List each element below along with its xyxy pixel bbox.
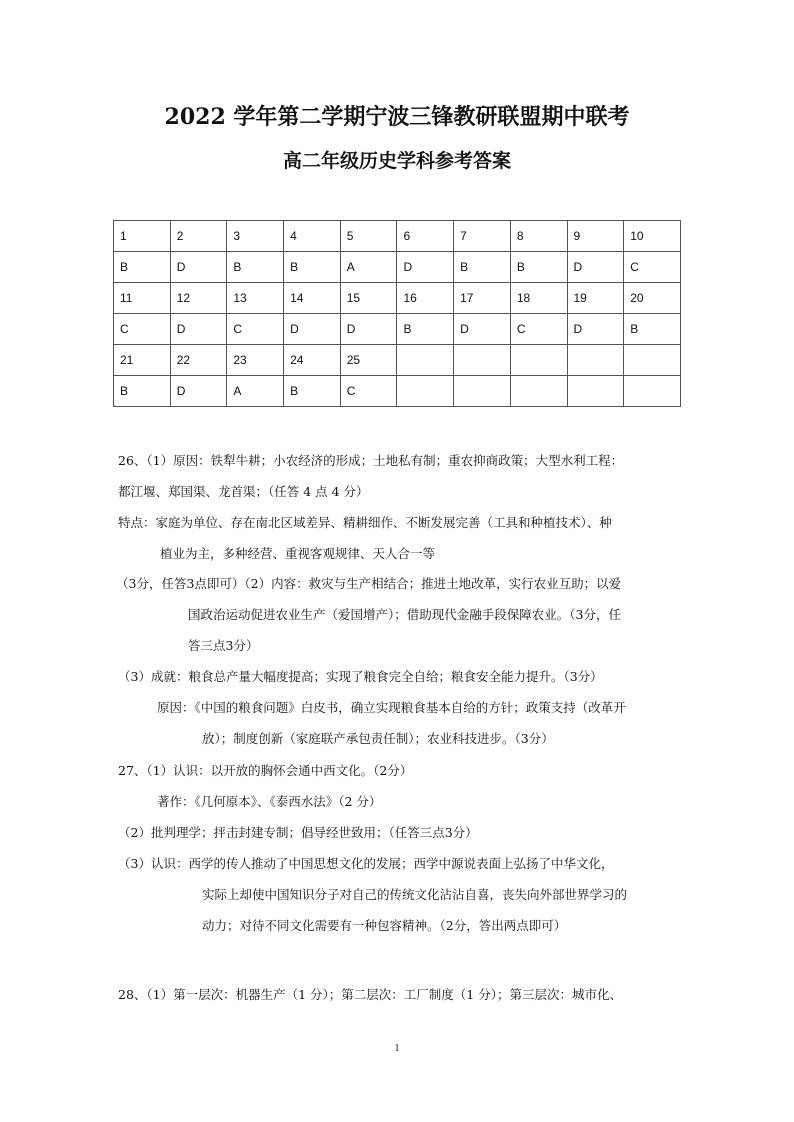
table-cell: C [624, 252, 681, 283]
table-cell: D [397, 252, 454, 283]
table-cell: 1 [114, 221, 171, 252]
table-row [114, 221, 681, 252]
table-cell: D [284, 314, 341, 345]
table-cell [454, 376, 511, 407]
table-cell: D [567, 314, 624, 345]
q27-line: 著作：《几何原本》、《泰西水法》（2 分） [157, 794, 382, 809]
table-cell: 21 [114, 345, 171, 376]
q26-line: 放）；制度创新（家庭联产承包责任制）；农业科技进步。（3分） [202, 731, 554, 746]
table-cell: 6 [397, 221, 454, 252]
table-cell: B [284, 376, 341, 407]
table-cell: 24 [284, 345, 341, 376]
q26-line: 国政治运动促进农业生产（爱国增产）；借助现代金融手段保障农业。（3分，任 [188, 607, 621, 622]
table-cell [624, 345, 681, 376]
table-cell: 3 [227, 221, 284, 252]
table-cell: A [227, 376, 284, 407]
table-cell: D [340, 314, 397, 345]
table-cell: C [340, 376, 397, 407]
table-cell: B [114, 252, 171, 283]
table-cell: 15 [340, 283, 397, 314]
table-cell: C [510, 314, 567, 345]
document-subtitle: 高二年级历史学科参考答案 [282, 150, 511, 172]
table-cell: 9 [567, 221, 624, 252]
table-cell [397, 345, 454, 376]
q26-line: 都江堰、郑国渠、龙首渠；（任答 4 点 4 分） [118, 484, 369, 499]
table-row [114, 314, 681, 345]
table-row [114, 345, 681, 376]
q27-line: （2）批判理学；抨击封建专制；倡导经世致用；（任答三点3分） [118, 825, 478, 840]
table-cell: 14 [284, 283, 341, 314]
table-cell: B [114, 376, 171, 407]
table-cell: 8 [510, 221, 567, 252]
table-cell: 4 [284, 221, 341, 252]
table-cell [454, 345, 511, 376]
q26-line: 特点：家庭为单位、存在南北区域差异、精耕细作、不断发展完善（工具和种植技术）、种 [118, 515, 612, 530]
table-cell: 16 [397, 283, 454, 314]
table-cell: 11 [114, 283, 171, 314]
table-cell: B [227, 252, 284, 283]
q28-line: 28、（1）第一层次：机器生产（1 分）；第二层次：工厂制度（1 分）；第三层次：城市化、 [118, 987, 622, 1002]
table-cell: A [340, 252, 397, 283]
table-cell: 13 [227, 283, 284, 314]
q27-line: 动力；对待不同文化需要有一种包容精神。（2分，答出两点即可） [202, 918, 567, 933]
q26-line: 原因：《中国的粮食问题》白皮书，确立实现粮食基本自给的方针；政策支持（改革开 [157, 700, 626, 715]
table-cell: D [170, 376, 227, 407]
table-cell: 25 [340, 345, 397, 376]
table-cell: 2 [170, 221, 227, 252]
table-cell: B [510, 252, 567, 283]
q27-line: 实际上却使中国知识分子对自己的传统文化沾沾自喜，丧失向外部世界学习的 [202, 887, 628, 902]
table-cell [567, 345, 624, 376]
table-cell: B [284, 252, 341, 283]
q26-line: （3分，任答3点即可）（2）内容：救灾与生产相结合；推进土地改革，实行农业互助；以爱 [116, 576, 622, 591]
table-cell: B [454, 252, 511, 283]
table-cell: 10 [624, 221, 681, 252]
table-cell: 22 [170, 345, 227, 376]
answer-table [113, 220, 681, 407]
table-cell: 17 [454, 283, 511, 314]
table-cell: D [170, 252, 227, 283]
table-row [114, 283, 681, 314]
table-cell: D [454, 314, 511, 345]
table-cell [567, 376, 624, 407]
table-cell: C [227, 314, 284, 345]
table-cell: 7 [454, 221, 511, 252]
table-cell [624, 376, 681, 407]
q27-line: 27、（1）认识：以开放的胸怀会通中西文化。（2分） [118, 763, 413, 778]
table-cell: 19 [567, 283, 624, 314]
q26-line: 植业为主，多种经营、重视客观规律、天人合一等 [160, 546, 436, 561]
table-cell: C [114, 314, 171, 345]
table-cell: 20 [624, 283, 681, 314]
page-number: 1 [394, 1043, 400, 1054]
table-cell: 12 [170, 283, 227, 314]
table-cell: D [170, 314, 227, 345]
table-cell: B [397, 314, 454, 345]
table-cell: 5 [340, 221, 397, 252]
table-cell: 23 [227, 345, 284, 376]
table-cell [510, 376, 567, 407]
table-row [114, 252, 681, 283]
table-cell [397, 376, 454, 407]
q26-line: 26、（1）原因：铁犁牛耕；小农经济的形成；土地私有制；重农抑商政策；大型水利工程： [118, 453, 624, 468]
table-cell [510, 345, 567, 376]
q27-line: （3）认识：西学的传人推动了中国思想文化的发展；西学中源说表面上弘扬了中华文化， [118, 856, 614, 871]
table-row [114, 376, 681, 407]
table-cell: 18 [510, 283, 567, 314]
q26-line: （3）成就：粮食总产量大幅度提高；实现了粮食完全自给；粮食安全能力提升。（3分） [118, 669, 603, 684]
document-title: 2022 学年第二学期宁波三锋教研联盟期中联考 [164, 104, 630, 130]
q26-line: 答三点3分） [188, 638, 259, 653]
table-cell: D [567, 252, 624, 283]
table-cell: B [624, 314, 681, 345]
